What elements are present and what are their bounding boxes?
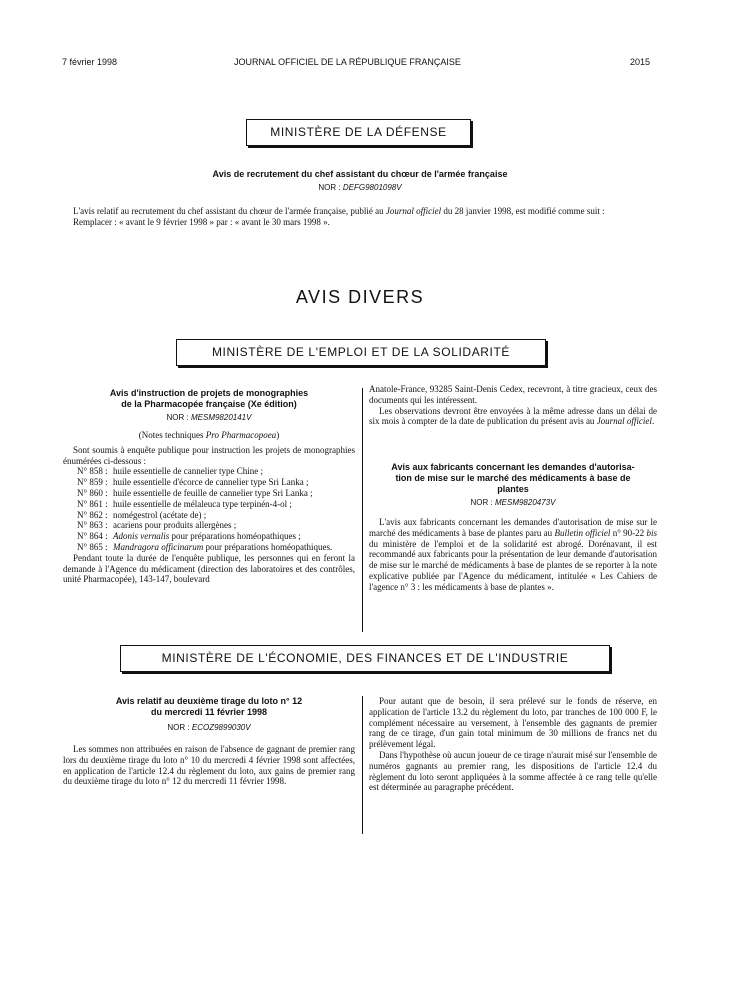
loto-paragraph-1: Les sommes non attribuées en raison de l'absence de gagnant de premier rang lors du deuxième tirage du loto n° 10 du mercredi 4 février 1998 sont affectées, en application de l'article 12.4 du règlement du loto, aux gains de premier rang du deuxième tirage du loto n° 12 du mercredi 11 février 1998. [63,744,355,787]
section-heading-avis-divers: AVIS DIVERS [295,287,425,307]
ministry-economie-title: MINISTÈRE DE L'ÉCONOMIE, DES FINANCES ET DE L'INDUSTRIE [161,651,569,665]
monograph-label [113,499,355,510]
ministry-economie-box [120,645,610,672]
monograph-list-item [77,488,355,499]
header-journal-title: JOURNAL OFFICIEL DE LA RÉPUBLIQUE FRANÇAISE [234,57,461,67]
monograph-list-item [77,477,355,488]
monograph-text: nomégestrol (acétate de) ; [113,509,207,520]
loto-body-col2 [369,696,657,793]
monograph-number: N° 858 : [77,466,108,477]
monograph-label [113,466,355,477]
defense-nor: NOR : DEFG9801098V [318,183,402,192]
column-divider [362,388,363,632]
ministry-emploi-title: MINISTÈRE DE L'EMPLOI ET DE LA SOLIDARITÉ [211,345,511,359]
loto-paragraph-3: Dans l'hypothèse où aucun joueur de ce tirage n'aurait misé sur l'ensemble de numéros gagnants au premier rang, les dispositions de l'article 12.4 du règlement du loto seront appliquées à la somme affectée à ce rang telle qu'elle est déterminée au paragraphe précédent. [369,749,657,793]
header-date: 7 février 1998 [62,57,118,67]
article-monographies [63,388,355,585]
monograph-number: N° 861 : [77,498,108,509]
monographies-subtitle: (Notes techniques Pro Pharmacopoea) [138,430,280,440]
monograph-number: N° 862 : [77,509,108,520]
monograph-label [113,488,355,499]
loto-body [63,744,355,787]
monograph-text: huile essentielle de mélaleuca type terpinén-4-ol ; [113,498,292,509]
monograph-text: pour préparations homéopathiques. [203,541,333,552]
monograph-list-item [77,510,355,521]
monographies-intro: Sont soumis à enquête publique pour instruction les projets de monographies énumérées ci-dessous : [63,444,355,466]
article-continuation [369,384,657,427]
monographies-body [63,445,355,585]
monographies-paragraph-after: Pendant toute la durée de l'enquête publique, les personnes qui en feront la demande à l'Agence du médicament (direction des laboratoires et des contrôles, unité Pharmacopée), 143-147, boulevard [63,552,355,585]
monograph-label [113,510,355,521]
monograph-label [113,477,355,488]
monograph-number: N° 860 : [77,487,108,498]
ministry-defense-box [246,119,471,146]
monograph-label [113,520,355,531]
ministry-defense-title: MINISTÈRE DE LA DÉFENSE [270,125,447,139]
article-loto-continuation [369,696,657,793]
defense-paragraph-1: L'avis relatif au recrutement du chef assistant du chœur de l'armée française, publié au Journal officiel du 28 janvier 1998, est modifié comme suit : [73,206,605,216]
article-loto [63,696,355,787]
monograph-number: N° 859 : [77,477,108,488]
monograph-number: N° 864 : [77,531,108,542]
plantes-body: L'avis aux fabricants concernant les demandes d'autorisation de mise sur le marché des médicaments à base de plantes paru au Bulletin officiel n° 90-22 bis du ministère de l'emploi et de la solidarité est abrogé. Dorénavant, il est recommandé aux fabricants pour la présentation de leur demande d'autorisation de mise sur le marché de médicaments à base de plantes de se reporter à la note explicative publiée par l'Agence du médicament, intitulée « Les Cahiers de l'agence n° 3 : les médicaments à base de plantes ». [369,517,657,592]
monographies-continuation: Anatole-France, 93285 Saint-Denis Cedex, recevront, à titre gracieux, ceux des documents qui les intéressent. Les observations devront être envoyées à la même adresse dans un délai de six mois à compter de la date de publication du présent avis au Journal officiel. [369,384,657,427]
loto-nor: NOR : ECOZ9899030V [167,723,251,732]
monograph-label [113,542,355,553]
plantes-nor: NOR : MESM9820473V [470,498,556,507]
loto-paragraph-2: Pour autant que de besoin, il sera prélevé sur le fonds de réserve, en application de l'article 13.2 du règlement du loto, par tranches de 100 000 F, le complément nécessaire au versement, à l'ensemble des gagnants de premier rang de ce tirage, d'un gain total minimum de 30 millions de francs net du prélèvement légal. [369,696,657,750]
monograph-text: huile essentielle d'écorce de cannelier type Sri Lanka ; [113,477,309,488]
monograph-label [113,531,355,542]
loto-title: Avis relatif au deuxième tirage du loto n° 12 du mercredi 11 février 1998 [115,696,303,717]
monograph-text: acariens pour produits allergènes ; [113,520,237,531]
monograph-list-item [77,542,355,553]
monograph-number: N° 865 : [77,541,108,552]
monograph-list-item [77,466,355,477]
monographies-list [63,466,355,552]
monograph-species: Adonis vernalis [113,531,170,542]
monographies-nor: NOR : MESM9820141V [166,413,252,422]
monographies-title: Avis d'instruction de projets de monographies de la Pharmacopée française (Xe édition) [109,388,309,409]
column-divider-2 [362,696,363,834]
monograph-number: N° 863 : [77,520,108,531]
ministry-emploi-box [176,339,546,366]
monograph-list-item [77,520,355,531]
defense-notice-title: Avis de recrutement du chef assistant du chœur de l'armée française [212,169,508,179]
defense-paragraph-2: Remplacer : « avant le 9 février 1998 » par : « avant le 30 mars 1998 ». [73,216,330,227]
plantes-title: Avis aux fabricants concernant les demandes d'autorisa- tion de mise sur le marché des médicaments à base de plantes [391,462,635,494]
monograph-text: pour préparations homéopathiques ; [169,531,301,542]
monograph-text: huile essentielle de cannelier type Chine ; [113,466,263,477]
monograph-list-item [77,531,355,542]
defense-body [63,206,657,228]
article-plantes [369,462,657,593]
monograph-list-item [77,499,355,510]
header-page-number: 2015 [630,57,651,67]
monograph-text: huile essentielle de feuille de cannelier type Sri Lanka ; [113,487,313,498]
monograph-species: Mandragora officinarum [113,541,204,552]
